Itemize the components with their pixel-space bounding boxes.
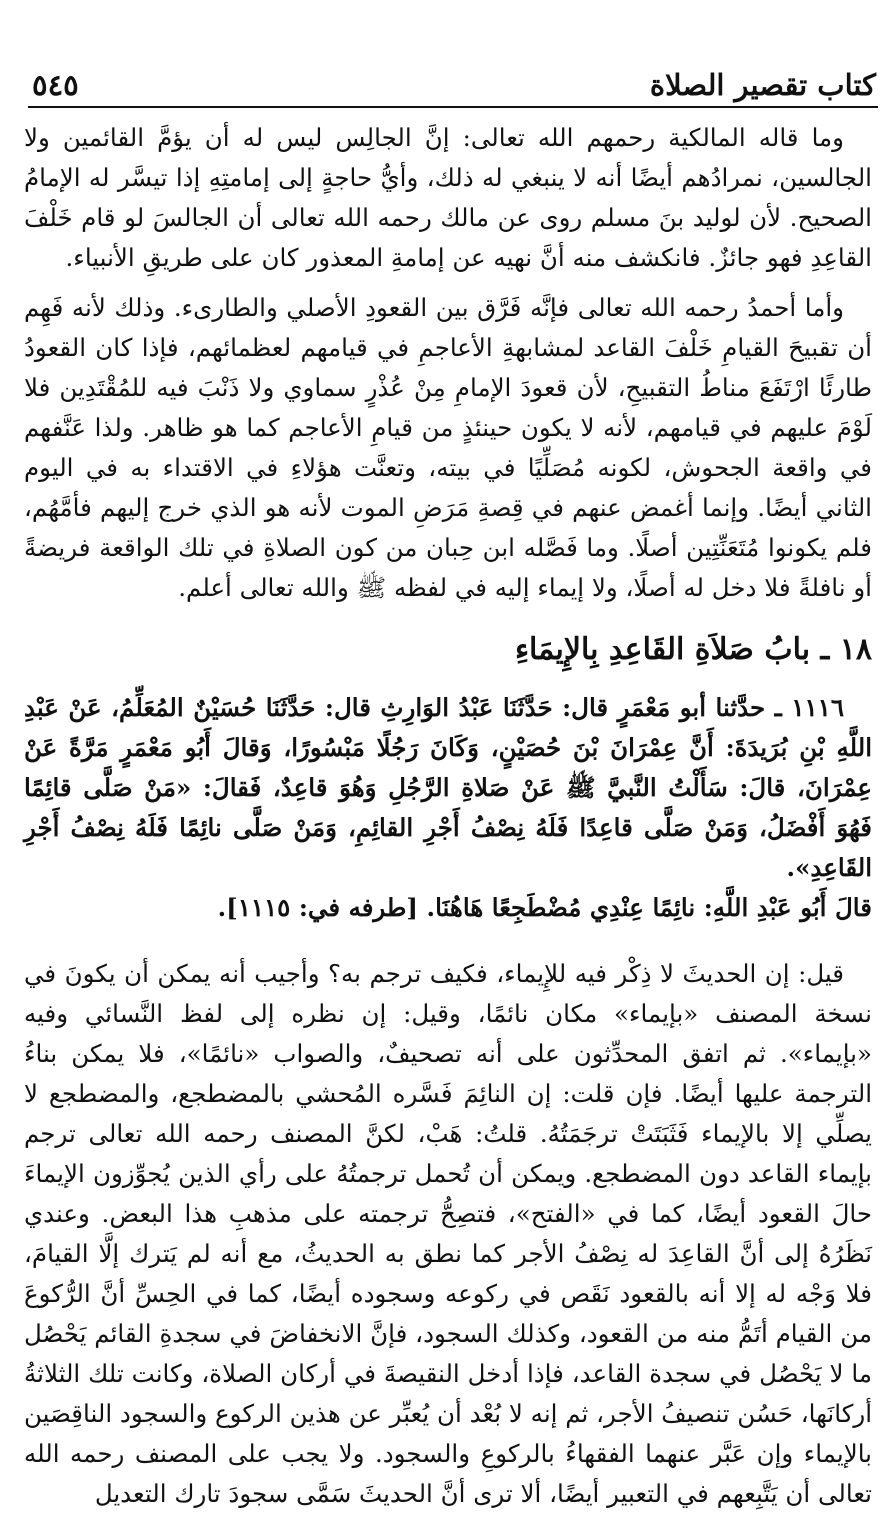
- paragraph-commentary: قيل: إن الحديثَ لا ذِكْر فيه للإِيماء، فكيف ترجم به؟ وأجيب أنه يمكن أن يكونَ في نسخة المصنف «بإيماء» مكان نائمًا، وقيل: إن نظره إلى لفظ النَّسائي وفيه «بإيماء». ثم اتفق المحدِّثون على أنه تصحيفٌ، والصواب «نائمًا»، فلا يمكن بناءُ الترجمة عليها أيضًا. فإن قلت: إن النائِمَ فَسَّره المُحشي بالمضطجع، والمضطجع لا يصلِّي إلا بالإيماء فَثَبَتَتْ ترجَمَتُهُ. قلتُ: هَبْ، لكنَّ المصنف رحمه الله تعالى ترجم بإيماء القاعد دون المضطجع. ويمكن أن تُحمل ترجمتُهُ على رأي الذين يُجوِّزون الإيماءَ حالَ القعود أيضًا، كما في «الفتح»، فتصِحُّ ترجمته على مذهبِ هذا البعض. وعندي نَظَرُهُ إلى أنَّ القاعِدَ له نِصْفُ الأجر كما نطق به الحديثُ، مع أنه لم يَترك إلَّا القيامَ، فلا وَجْه له إلا أنه بالقعود نَقَص في ركوعه وسجوده أيضًا، كما في الحِسِّ أنَّ الرُّكوعَ من القيام أتَمُّ منه من القعود، وكذلك السجود، فإنَّ الانخفاضَ في سجدةِ القائم يَحْصُل ما لا يَحْصُل في سجدة القاعد، فإذا أدخل النقيصةَ في أركان الصلاة، وكانت تلك الثلاثةُ أركانَها، حَسُن تنصيفُ الأجر، ثم إنه لا بُعْد أن يُعبِّر عن هذين الركوع والسجود الناقِصَين بالإيماء وإن عَبَّر عنهما الفقهاءُ بالركوعِ والسجود. ولا يجب على المصنف رحمه الله تعالى أن يَتَّبِعهم في التعبير أيضًا، ألا ترى أنَّ الحديثَ سَمَّى سجودَ تارك التعديل: [24, 959, 872, 1508]
- paragraph-maliki: وما قاله المالكية رحمهم الله تعالى: إنَّ الجالِس ليس له أن يؤمَّ القائمين ولا الجالسين، نمرادُهم أيضًا أنه لا ينبغي له ذلك، وأيُّ حاجةٍ إلى إمامتِهِ إذا تيسَّر له الإمامُ الصحيح. لأن لوليد بنَ مسلم روى عن مالك رحمه الله تعالى أن الجالسَ لو قام خَلْفَ القاعِدِ فهو جائزٌ. فانكشف منه أنَّ نهيه عن إمامةِ المعذور كان على طريقِ الأنبياء.: [24, 123, 872, 272]
- running-header: [32, 58, 876, 102]
- hadith-comment: قالَ أَبُو عَبْدِ اللَّهِ: نائِمًا عِنْدِي مُضْطَجِعًا هَاهُنَا. [طرفه في: ١١١٥].: [217, 893, 872, 922]
- chapter-heading: ١٨ ـ بابُ صَلاَةِ القَاعِدِ بِالإِيمَاءِ: [514, 632, 872, 667]
- hadith-text: ١١١٦ ـ حدَّثنا أبو مَعْمَرٍ قال: حَدَّثَنَا عَبْدُ الوَارِثِ قال: حَدَّثَنَا حُسَيْنٌ المُعَلِّمُ، عَنْ عَبْدِ اللَّهِ بْنِ بُرَيدَةَ: أَنَّ عِمْرَانَ بْنَ حُصَيْنٍ، وَكَانَ رَجُلًا مَبْسُورًا، وَقالَ أَبُو مَعْمَرٍ مَرَّةً عَنْ عِمْرَانَ، قالَ: سَأَلْتُ النَّبيَّ ﷺ عَنْ صَلاةِ الرَّجُلِ وَهُوَ قاعِدٌ، فَقالَ: «مَنْ صَلَّى قائِمًا فَهُوَ أَفْضَلُ، وَمَنْ صَلَّى قاعِدًا فَلَهُ نِصْفُ أَجْرِ القائِمِ، وَمَنْ صَلَّى نائِمًا فَلَهُ نِصْفُ أَجْرِ القَاعِدِ».: [24, 693, 872, 882]
- header-rule: [28, 106, 878, 108]
- page-number: ٥٤٥: [32, 68, 79, 102]
- book-title: كتاب تقصير الصلاة: [649, 68, 876, 102]
- main-text: [24, 118, 872, 1514]
- paragraph-ahmad: وأما أحمدُ رحمه الله تعالى فإنَّه فَرَّق بين القعودِ الأصلي والطارىء. وذلك لأنه فَهِم أن تقبيحَ القيامِ خَلْفَ القاعد لمشابهةِ الأعاجمِ في قيامهم لعظمائهم، فإذا كان القعودُ طارئًا ارْتَفَعَ مناطُ التقبيحِ، لأن قعودَ الإمامِ مِنْ عُذْرٍ سماوي ولا ذَنْبَ فيه للمُقْتَدِين فلا لَوْمَ عليهم في قيامهم، لأنه لا يكون حينئذٍ من قيامِ الأعاجم كما هو ظاهر. ولذا عَنَّفهم في واقعة الجحوش، لكونه مُصَلِّيًا في بيته، وتعنَّت هؤلاءِ في الاقتداء به في اليوم الثاني أيضًا. وإنما أغمض عنهم في قِصةِ مَرَضِ الموت لأنه هو الذي خرج إليهم فأمَّهُم، فلم يكونوا مُتَعَنِّتِين أصلًا. وما فَصَّله ابن حِبان من كون الصلاةِ في تلك الواقعة فريضةً أو نافلةً فلا دخل له أصلًا، ولا إيماء إليه في لفظه ﷺ والله تعالى أعلم.: [24, 293, 872, 602]
